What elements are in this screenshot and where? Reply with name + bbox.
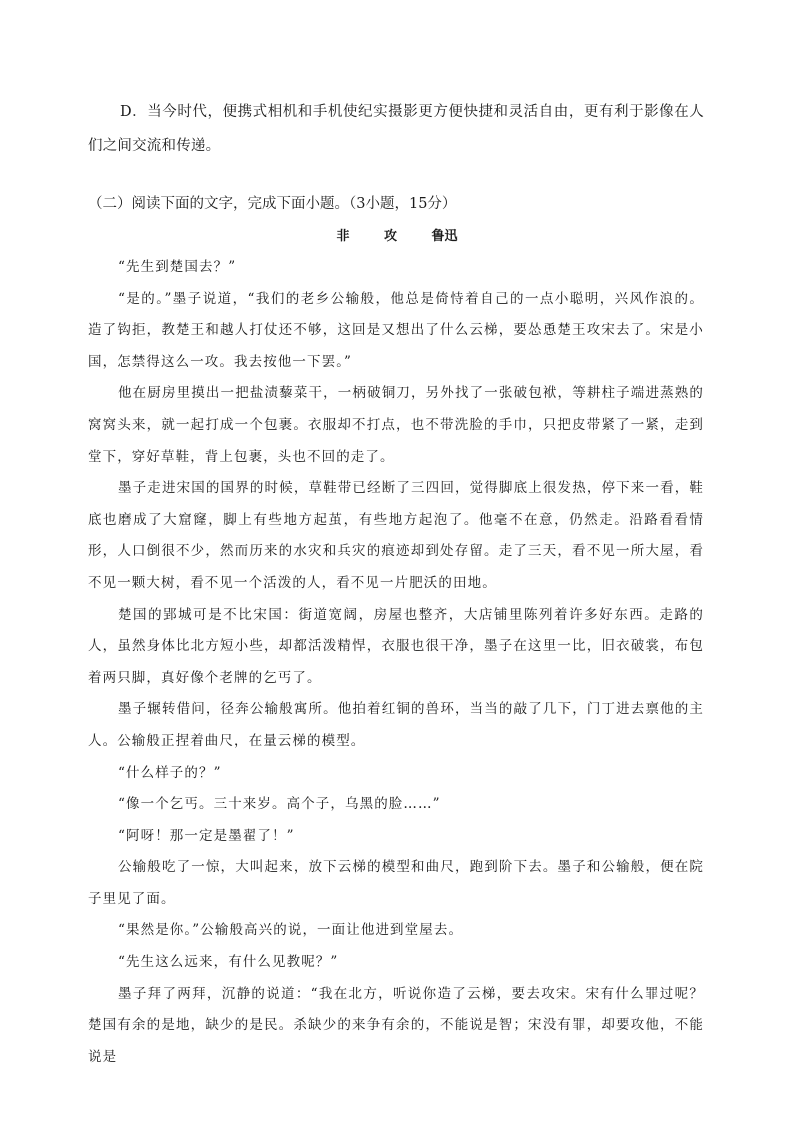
paragraph: 他在厨房里摸出一把盐渍藜菜干，一柄破铜刀，另外找了一张破包袱，等耕柱子端进蒸熟的窝窝头来，就一起打成一个包裹。衣服却不打点，也不带洗脸的手巾，只把皮带紧了一紧，走到堂下，穿好草鞋，背上包裹，头也不回的走了。	[88, 385, 704, 465]
paragraph: 墨子辗转借问，径奔公输般寓所。他拍着红铜的兽环，当当的敲了几下，门丁进去禀他的主人。公输般正捏着曲尺，在量云梯的模型。	[88, 701, 704, 749]
article-title	[0, 224, 794, 250]
article-title-char-2: 攻	[383, 229, 397, 244]
paragraph: 楚国的郢城可是不比宋国：街道宽阔，房屋也整齐，大店铺里陈列着许多好东西。走路的人，虽然身体比北方短小些，却都活泼精悍，衣服也很干净，墨子在这里一比，旧衣破裳，布包着两只脚，真好像个老牌的乞丐了。	[88, 606, 704, 686]
paragraph: 墨子拜了两拜，沉静的说道：“我在北方，听说你造了云梯，要去攻宋。宋有什么罪过呢？楚国有余的是地，缺少的是民。杀缺少的来争有余的，不能说是智；宋没有罪，却要攻他，不能说是	[88, 985, 704, 1065]
paragraph: “像一个乞丐。三十来岁。高个子，乌黑的脸……”	[118, 796, 441, 813]
paragraph: 墨子走进宋国的国界的时候，草鞋带已经断了三四回，觉得脚底上很发热，停下来一看，鞋底也磨成了大窟窿，脚上有些地方起茧，有些地方起泡了。他毫不在意，仍然走。沿路看看情形，人口倒很不少，然而历来的水灾和兵灾的痕迹却到处存留。走了三天，看不见一所大屋，看不见一颗大树，看不见一个活泼的人，看不见一片肥沃的田地。	[88, 480, 704, 591]
paragraph: “先生到楚国去？”	[118, 259, 237, 275]
article-author: 鲁迅	[431, 229, 458, 244]
paragraph: 公输般吃了一惊，大叫起来，放下云梯的模型和曲尺，跑到阶下去。墨子和公输般，便在院子里见了面。	[88, 859, 704, 907]
article-title-char-1: 非	[336, 229, 350, 244]
section-heading: （二）阅读下面的文字，完成下面小题。（3小题，15分）	[88, 196, 457, 212]
paragraph: “果然是你。”公输般高兴的说，一面让他进到堂屋去。	[118, 922, 464, 939]
paragraph: “是的。”墨子说道，“我们的老乡公输般，他总是倚恃着自己的一点小聪明，兴风作浪的。造了钩拒，教楚王和越人打仗还不够，这回是又想出了什么云梯，要怂恿楚王攻宋去了。宋是小国，怎禁得这么一攻。我去按他一下罢。”	[88, 290, 704, 370]
paragraph: “什么样子的？”	[118, 764, 222, 781]
paragraph: “先生这么远来，有什么见教呢？”	[118, 954, 339, 971]
article-body	[88, 252, 704, 1073]
paragraph: “阿呀！那一定是墨翟了！”	[118, 827, 295, 844]
option-d-text: D．当今时代，便携式相机和手机使纪实摄影更方便快捷和灵活自由，更有利于影像在人们之间交流和传递。	[88, 104, 704, 154]
